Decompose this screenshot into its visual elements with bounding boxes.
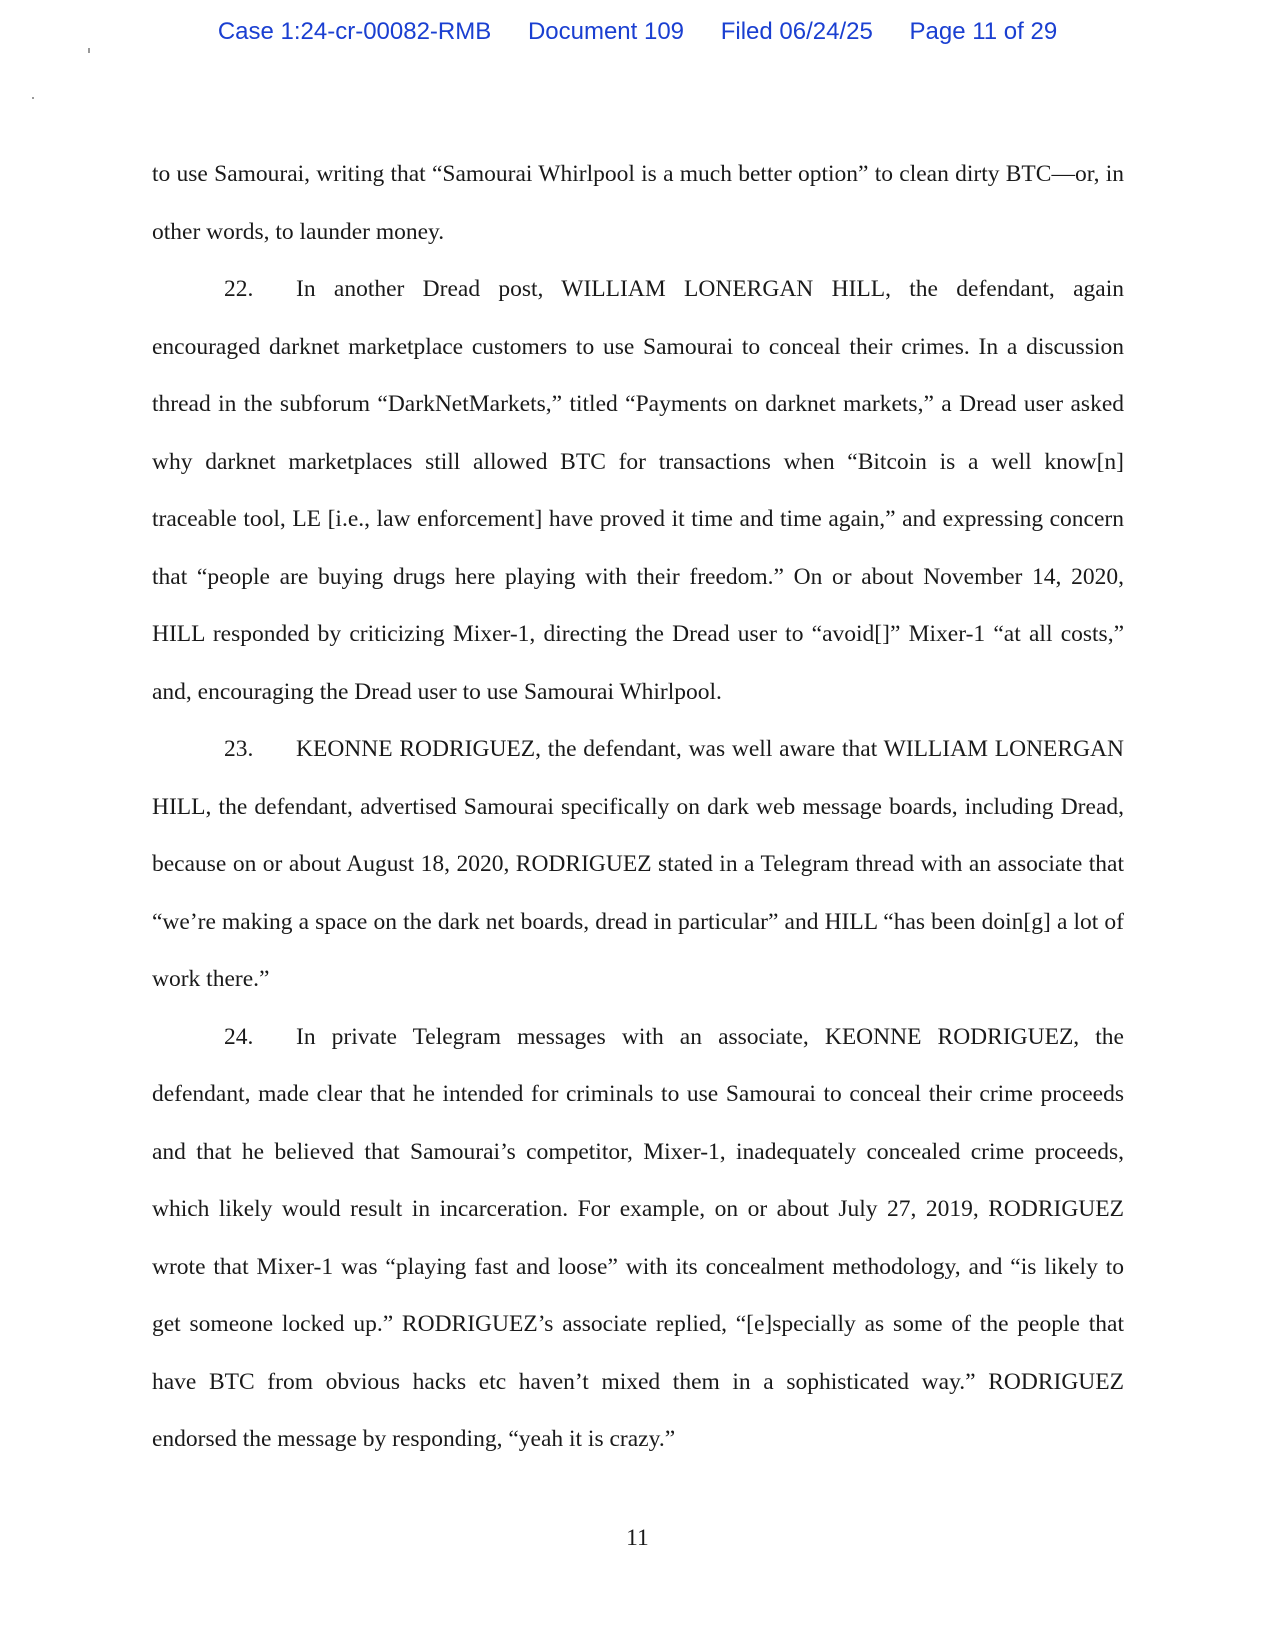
paragraph-text: to use Samourai, writing that “Samourai Whirlpool is a much better option” to clean dirty BTC—or, in other words, to launder money. [152,161,1124,245]
ecf-header-stamp [0,18,1275,46]
paragraph-number: 24. [224,1023,254,1050]
paragraph-continuation [152,146,1124,261]
case-number: Case 1:24-cr-00082-RMB [217,18,492,45]
paragraph-24 [152,1009,1124,1469]
scan-speck [88,48,90,53]
paragraph-text: In private Telegram messages with an associate, KEONNE RODRIGUEZ, the defendant, made clear that he intended for criminals to use Samourai to conceal their crime proceeds and that he believed that Samourai’s competitor, Mixer-1, inadequately concealed crime proceeds, which likely would result in incarceration. For example, on or about July 27, 2019, RODRIGUEZ wrote that Mixer-1 was “playing fast and loose” with its concealment methodology, and “is likely to get someone locked up.” RODRIGUEZ’s associate replied, “[e]specially as some of the people that have BTC from obvious hacks etc haven’t mixed them in a sophisticated way.” RODRIGUEZ endorsed the message by responding, “yeah it is crazy.” [152,1023,1124,1452]
paragraph-text: In another Dread post, WILLIAM LONERGAN HILL, the defendant, again encouraged darknet marketplace customers to use Samourai to conceal their crimes. In a discussion thread in the subforum “DarkNetMarkets,” titled “Payments on darknet markets,” a Dread user asked why darknet marketplaces still allowed BTC for transactions when “Bitcoin is a well know[n] traceable tool, LE [i.e., law enforcement] have proved it time and time again,” and expressing concern that “people are buying drugs here playing with their freedom.” On or about November 14, 2020, HILL responded by criticizing Mixer-1, directing the Dread user to “avoid[]” Mixer-1 “at all costs,” and, encouraging the Dread user to use Samourai Whirlpool. [152,276,1124,705]
document-number: Document 109 [527,18,685,45]
paragraph-22 [152,261,1124,721]
scan-speck [32,97,34,99]
paragraph-23 [152,721,1124,1009]
paragraph-number: 22. [224,276,254,302]
filed-date: Filed 06/24/25 [720,18,873,45]
document-body [152,146,1124,1469]
paragraph-text: KEONNE RODRIGUEZ, the defendant, was well aware that WILLIAM LONERGAN HILL, the defendant, advertised Samourai specifically on dark web message boards, including Dread, because on or about August 18, 2020, RODRIGUEZ stated in a Telegram thread with an associate that “we’re making a space on the dark net boards, dread in particular” and HILL “has been doin[g] a lot of work there.” [152,736,1124,992]
paragraph-number: 23. [224,736,254,762]
page-count: Page 11 of 29 [909,18,1058,45]
page-number: 11 [626,1525,649,1551]
